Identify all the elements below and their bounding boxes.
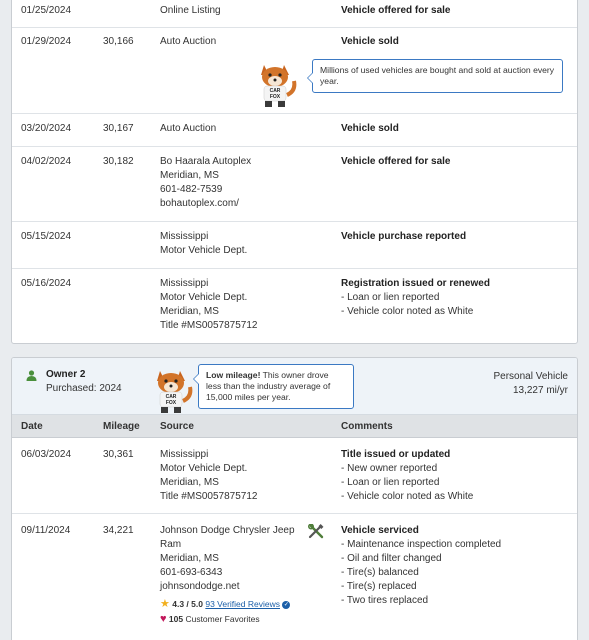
- row-comment-item: - Loan or lien reported: [341, 477, 440, 488]
- header-comments: Comments: [341, 421, 393, 432]
- history-row: [12, 28, 577, 114]
- source-line: Bo Haarala Autoplex: [160, 156, 252, 167]
- history-row: [12, 0, 577, 28]
- source-line: Meridian, MS: [160, 306, 219, 317]
- dealer-rating: [160, 597, 310, 611]
- row-mileage: 30,166: [103, 36, 134, 47]
- owner2-purchased: Purchased: 2024: [46, 383, 122, 394]
- svg-text:FOX: FOX: [269, 94, 281, 100]
- row-mileage: 30,361: [103, 449, 134, 460]
- row-source: [160, 448, 310, 504]
- vehicle-type: Personal Vehicle: [493, 371, 568, 382]
- history-row: [12, 514, 577, 640]
- source-line: Meridian, MS: [160, 553, 219, 564]
- row-source: Auto Auction: [160, 36, 217, 47]
- row-comment-head: Title issued or updated: [341, 449, 451, 460]
- rating-score: 4.3 / 5.0: [172, 599, 203, 609]
- row-comment-item: - New owner reported: [341, 463, 438, 474]
- row-source: [160, 155, 310, 211]
- source-line: Johnson Dodge Chrysler Jeep: [160, 525, 295, 536]
- auction-tip-callout: [312, 59, 563, 93]
- history-row: [12, 438, 577, 514]
- tip-bold: Low mileage!: [206, 370, 261, 380]
- row-date: 05/16/2024: [21, 278, 72, 289]
- carfox-mascot-icon: [254, 61, 298, 109]
- svg-text:CAR: CAR: [269, 88, 281, 94]
- row-comment-head: Vehicle sold: [341, 36, 399, 47]
- row-source: [160, 230, 310, 258]
- customer-favorites: [160, 612, 310, 626]
- row-source: [160, 524, 310, 626]
- row-comment-item: - Maintenance inspection completed: [341, 539, 502, 550]
- annual-miles: 13,227 mi/yr: [512, 385, 568, 396]
- row-source: Auto Auction: [160, 123, 217, 134]
- auction-tip-text: Millions of used vehicles are bought and sold at auction every year.: [320, 65, 555, 86]
- verified-reviews-link[interactable]: 93 Verified Reviews: [205, 599, 280, 609]
- source-line: Meridian, MS: [160, 170, 219, 181]
- row-mileage: 30,167: [103, 123, 134, 134]
- source-line: bohautoplex.com/: [160, 198, 239, 209]
- verified-badge-icon: ✓: [283, 601, 289, 608]
- history-row: [12, 269, 577, 344]
- row-comment-head: Vehicle offered for sale: [341, 5, 451, 16]
- row-comment-head: Vehicle serviced: [341, 525, 419, 536]
- tip-text: This owner drove less than the industry average of 15,000 miles per year.: [206, 370, 331, 402]
- source-line: Ram: [160, 539, 182, 550]
- row-comment-head: Vehicle purchase reported: [341, 231, 467, 242]
- row-comment-item: - Tire(s) replaced: [341, 581, 417, 592]
- history-row: [12, 114, 577, 147]
- row-source: [160, 277, 310, 333]
- source-line: 601-693-6343: [160, 567, 223, 578]
- carfox-mascot-icon: [150, 367, 194, 415]
- heart-icon: ♥: [160, 613, 167, 625]
- source-line: Meridian, MS: [160, 477, 219, 488]
- history-row: [12, 147, 577, 222]
- row-date: 06/03/2024: [21, 449, 72, 460]
- header-mileage: Mileage: [103, 421, 140, 432]
- owner2-title: Owner 2: [46, 369, 86, 380]
- row-date: 03/20/2024: [21, 123, 72, 134]
- low-mileage-callout: [198, 364, 354, 409]
- history-row: [12, 222, 577, 269]
- row-comment-item: - Vehicle color noted as White: [341, 491, 474, 502]
- svg-text:FOX: FOX: [165, 400, 177, 406]
- source-line: Mississippi: [160, 278, 209, 289]
- svg-text:CAR: CAR: [165, 394, 177, 400]
- source-line: johnsondodge.net: [160, 581, 240, 592]
- header-date: Date: [21, 421, 43, 432]
- owner-person-icon: [26, 370, 37, 381]
- source-line: Title #MS0057875712: [160, 491, 258, 502]
- wrench-screwdriver-icon: [308, 524, 324, 540]
- row-comment-item: - Tire(s) balanced: [341, 567, 419, 578]
- favorites-count: 105: [168, 614, 184, 624]
- source-line: Motor Vehicle Dept.: [160, 292, 248, 303]
- source-line: Mississippi: [160, 449, 209, 460]
- row-comment-item: - Loan or lien reported: [341, 292, 440, 303]
- row-date: 09/11/2024: [21, 525, 71, 536]
- row-mileage: 30,182: [103, 156, 134, 167]
- row-comment-item: - Oil and filter changed: [341, 553, 442, 564]
- row-comment-item: - Vehicle color noted as White: [341, 306, 474, 317]
- source-line: Title #MS0057875712: [160, 320, 258, 331]
- row-date: 05/15/2024: [21, 231, 72, 242]
- row-comment-head: Vehicle sold: [341, 123, 399, 134]
- star-icon: ★: [160, 598, 170, 610]
- row-comment-item: - Two tires replaced: [341, 595, 429, 606]
- owner1-history-card: [11, 0, 578, 344]
- row-mileage: 34,221: [103, 525, 134, 536]
- source-line: Motor Vehicle Dept.: [160, 245, 248, 256]
- history-table-header: [12, 415, 577, 438]
- row-date: 01/29/2024: [21, 36, 72, 47]
- favorites-label: Customer Favorites: [183, 614, 260, 624]
- owner2-header: [12, 358, 577, 415]
- source-line: Mississippi: [160, 231, 209, 242]
- row-date: 01/25/2024: [21, 5, 72, 16]
- owner2-card: [11, 357, 578, 640]
- source-line: 601-482-7539: [160, 184, 223, 195]
- row-comment-head: Registration issued or renewed: [341, 278, 490, 289]
- source-line: Motor Vehicle Dept.: [160, 463, 248, 474]
- row-comment-head: Vehicle offered for sale: [341, 156, 451, 167]
- header-source: Source: [160, 421, 194, 432]
- row-source: Online Listing: [160, 5, 221, 16]
- row-date: 04/02/2024: [21, 156, 72, 167]
